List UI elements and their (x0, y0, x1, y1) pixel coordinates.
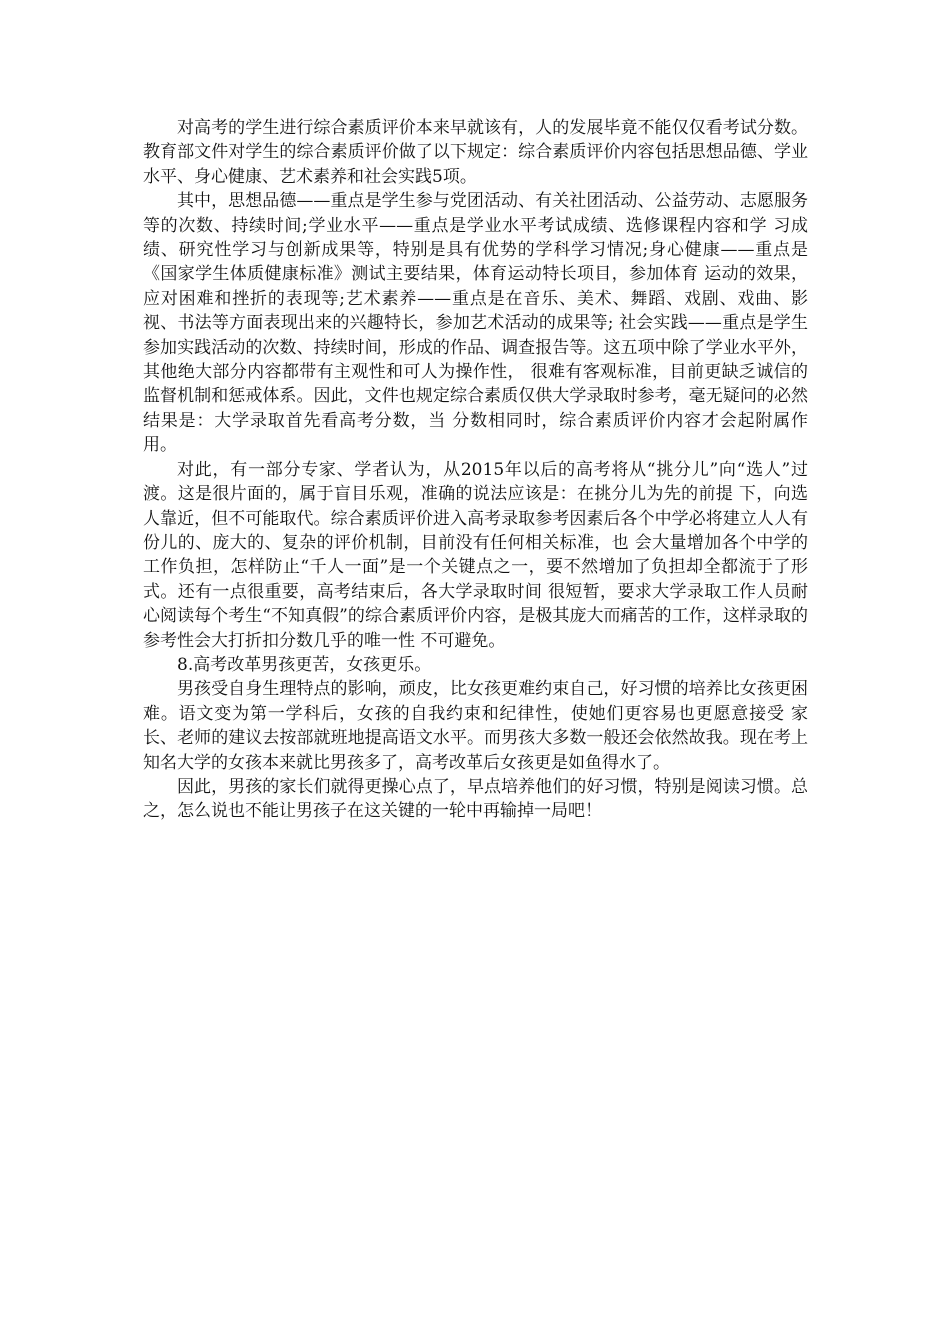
paragraph-five-items-detail: 其中，思想品德——重点是学生参与党团活动、有关社团活动、公益劳动、志愿服务等的次数、持续时间;学业水平——重点是学业水平考试成绩、选修课程内容和学 习成绩、研究性学习与创新成果等，特别是具有优势的学科学习情况;身心健康——重点是《国家学生体质健康标准》测试主要结果，体育运动特长项目，参加体育 运动的效果，应对困难和挫折的表现等;艺术素养——重点是在音乐、美术、舞蹈、戏剧、戏曲、影视、书法等方面表现出来的兴趣特长，参加艺术活动的成果等; 社会实践——重点是学生参加实践活动的次数、持续时间，形成的作品、调查报告等。这五项中除了学业水平外，其他绝大部分内容都带有主观性和可人为操作性， 很难有客观标准，目前更缺乏诚信的监督机制和惩戒体系。因此，文件也规定综合素质仅供大学录取时参考，毫无疑问的必然结果是：大学录取首先看高考分数，当 分数相同时，综合素质评价内容才会起附属作用。 (143, 191, 808, 456)
paragraph-boys-girls: 男孩受自身生理特点的影响，顽皮，比女孩更难约束自己，好习惯的培养比女孩更困难。语文变为第一学科后，女孩的自我约束和纪律性，使她们更容易也更愿意接受 家长、老师的建议去按部就班地提高语文水平。而男孩大多数一般还会依然故我。现在考上知名大学的女孩本来就比男孩多了，高考改革后女孩更是如鱼得水了。 (143, 679, 808, 773)
paragraph-conclusion: 因此，男孩的家长们就得更操心点了，早点培养他们的好习惯，特别是阅读习惯。总之，怎么说也不能让男孩子在这关键的一轮中再输掉一局吧！ (143, 776, 808, 822)
section-heading-8: 8.高考改革男孩更苦，女孩更乐。 (177, 654, 432, 675)
paragraph-expert-opinion: 对此，有一部分专家、学者认为，从2015年以后的高考将从“挑分儿”向“选人”过渡。这是很片面的，属于盲目乐观，准确的说法应该是：在挑分儿为先的前提 下，向选人靠近，但不可能取代。综合素质评价进入高考录取参考因素后各个中学必将建立人人有份儿的、庞大的、复杂的评价机制，目前没有任何相关标准，也 会大量增加各个中学的工作负担，怎样防止“千人一面”是一个关键点之一，要不然增加了负担却全都流于了形式。还有一点很重要，高考结束后，各大学录取时间 很短暂，要求大学录取工作人员耐心阅读每个考生“不知真假”的综合素质评价内容，是极其庞大而痛苦的工作，这样录取的参考性会大打折扣分数几乎的唯一性 不可避免。 (143, 459, 808, 651)
paragraph-evaluation-intro: 对高考的学生进行综合素质评价本来早就该有，人的发展毕竟不能仅仅看考试分数。教育部文件对学生的综合素质评价做了以下规定：综合素质评价内容包括思想品德、学业水平、身心健康、艺术素养和社会实践5项。 (143, 118, 808, 187)
article-body (143, 116, 808, 824)
